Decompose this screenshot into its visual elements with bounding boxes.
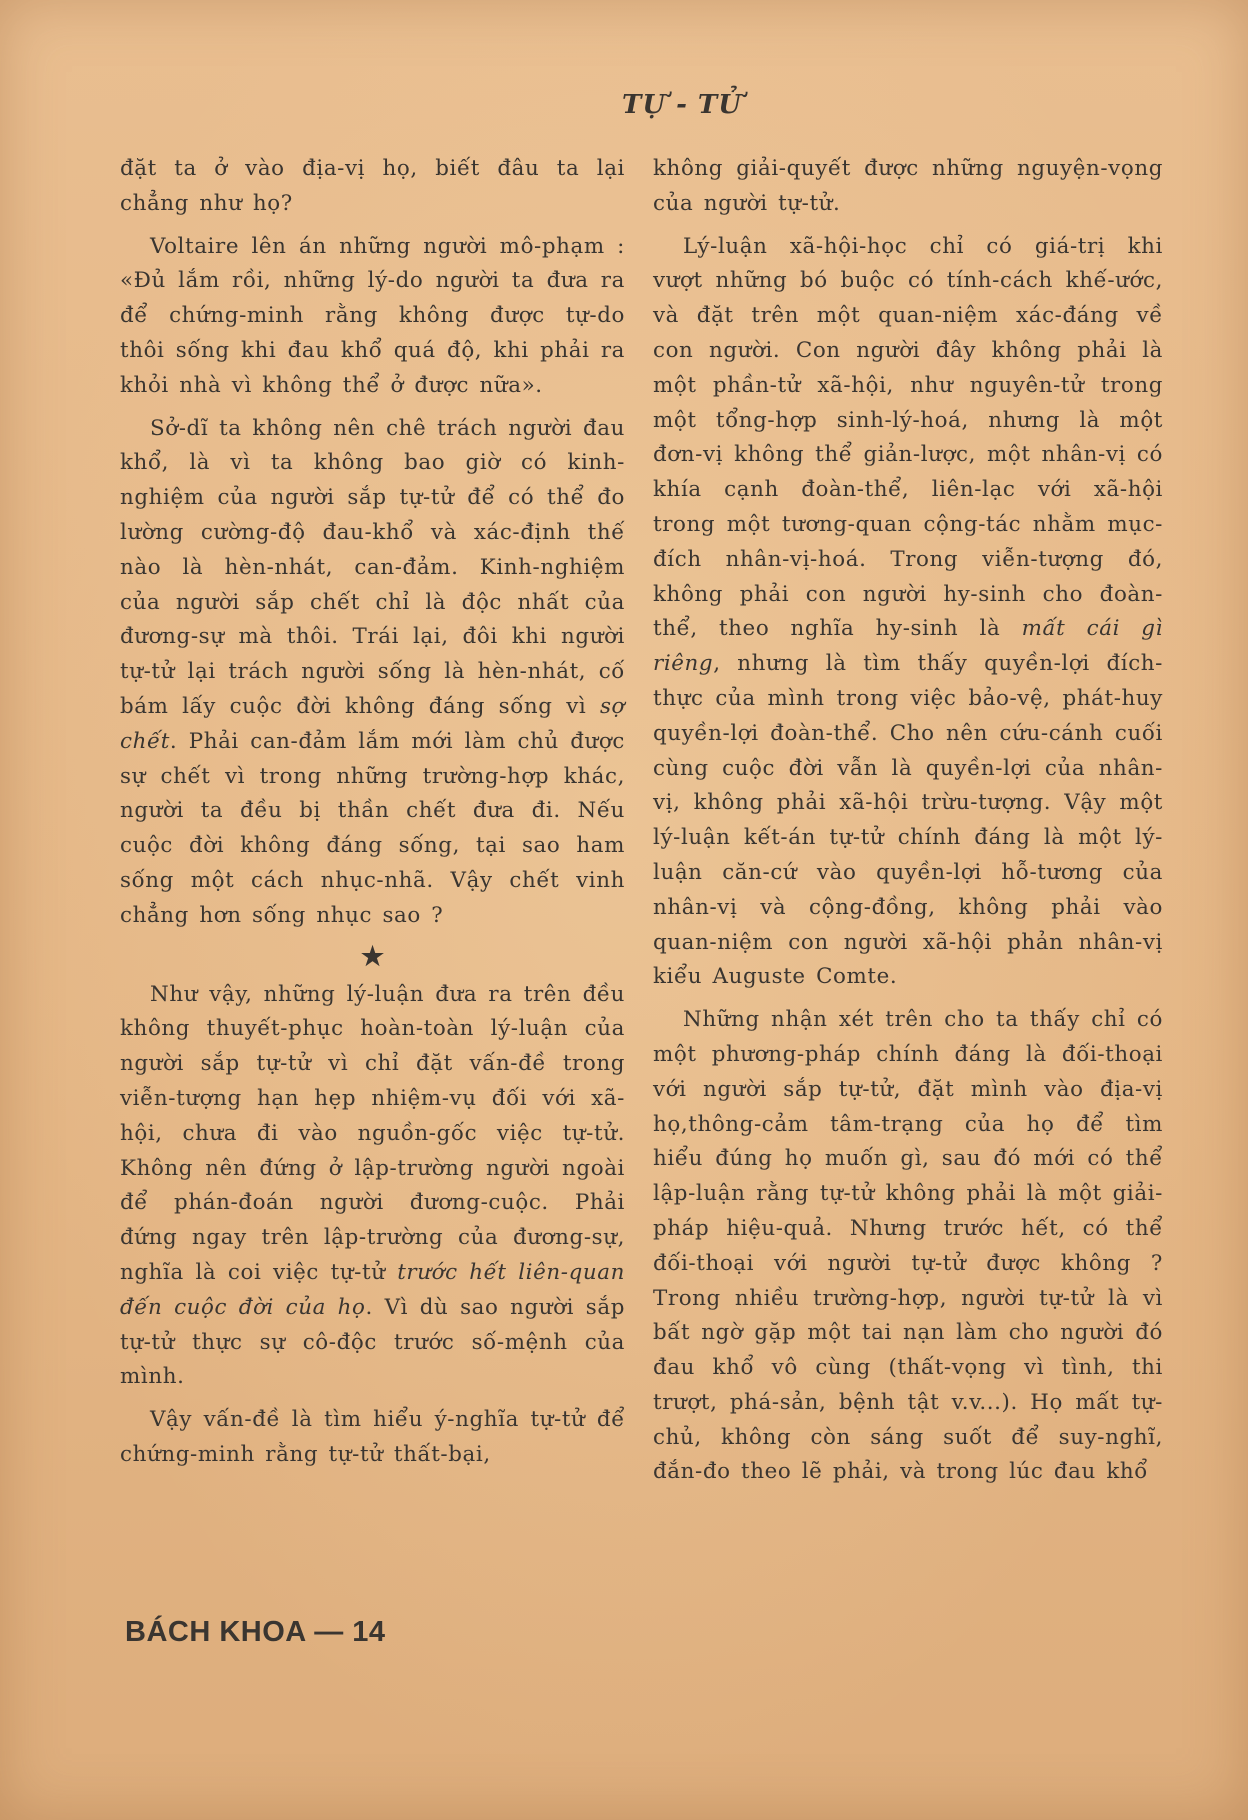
text-run: . Vì dù sao người sắp tự-tử thực sự cô-độc trước số-mệnh của mình. bbox=[120, 1294, 625, 1390]
left-paragraph-meaning: Vậy vấn-đề là tìm hiểu ý-nghĩa tự-tử để chứng-minh rằng tự-tử thất-bại, bbox=[120, 1407, 625, 1467]
right-paragraph-sociology bbox=[653, 230, 1163, 996]
left-paragraph-experience bbox=[120, 412, 625, 934]
running-header bbox=[0, 90, 1248, 130]
text-run: . Phải can-đảm lắm mới làm chủ được sự chết vì trong những trường-hợp khác, người ta đều bị thần chết đưa đi. Nếu cuộc đời không đáng sống, tại sao ham sống một cách nhục-nhã. Vậy chết vinh chẳng hơn sống nhục sao ? bbox=[120, 728, 625, 928]
right-column bbox=[653, 152, 1163, 1498]
right-paragraph-dialogue: Những nhận xét trên cho ta thấy chỉ có một phương-pháp chính đáng là đối-thoại với người sắp tự-tử, đặt mình vào địa-vị họ,thông-cảm tâm-trạng của họ để tìm hiểu đúng họ muốn gì, sau đó mới có thể lập-luận rằng tự-tử không phải là một giải-pháp hiệu-quả. Nhưng trước hết, có thể đối-thoại với người tự-tử được không ? Trong nhiều trường-hợp, người tự-tử là vì bất ngờ gặp một tai nạn làm cho người đó đau khổ vô cùng (thất-vọng vì tình, thi trượt, phá-sản, bệnh tật v.v...). Họ mất tự-chủ, không còn sáng suốt để suy-nghĩ, đắn-đo theo lẽ phải, và trong lúc đau khổ bbox=[653, 1007, 1163, 1485]
text-run: Như vậy, những lý-luận đưa ra trên đều không thuyết-phục hoàn-toàn lý-luận của người sắp tự-tử vì chỉ đặt vấn-đề trong viễn-tượng hạn hẹp nhiệm-vụ đối với xã-hội, chưa đi vào nguồn-gốc việc tự-tử. Không nên đứng ở lập-trường người ngoài để phán-đoán người đương-cuộc. Phải đứng ngay trên lập-trường của đương-sự, nghĩa là coi việc tự-tử bbox=[120, 981, 625, 1285]
section-separator-star: ★ bbox=[360, 941, 385, 972]
right-paragraph-continued: không giải-quyết được những nguyện-vọng của người tự-tử. bbox=[653, 156, 1163, 216]
page-footer-folio: BÁCH KHOA — 14 bbox=[125, 1616, 386, 1648]
emphasis-text: mất cái gì riêng bbox=[653, 616, 1163, 677]
text-run: Sở-dĩ ta không nên chê trách người đau khổ, là vì ta không bao giờ có kinh-nghiệm của người sắp tự-tử để có thể đo lường cường-độ đau-khổ và xác-định thế nào là hèn-nhát, can-đảm. Kinh-nghiệm của người sắp chết chỉ là độc nhất của đương-sự mà thôi. Trái lại, đôi khi người tự-tử lại trách người sống là hèn-nhát, cố bám lấy cuộc đời không đáng sống vì bbox=[120, 415, 625, 719]
text-run: Lý-luận xã-hội-học chỉ có giá-trị khi vượt những bó buộc có tính-cách khế-ước, và đặt trên một quan-niệm xác-đáng về con người. Con người đây không phải là một phần-tử xã-hội, như nguyên-tử trong một tổng-hợp sinh-lý-hoá, nhưng là một đơn-vị không thể giản-lược, một nhân-vị có khía cạnh đoàn-thể, liên-lạc với xã-hội trong một tương-quan cộng-tác nhằm mục-đích nhân-vị-hoá. Trong viễn-tượng đó, không phải con người hy-sinh cho đoàn-thể, theo nghĩa hy-sinh là bbox=[653, 233, 1163, 642]
running-title: TỰ - TỬ bbox=[622, 90, 742, 120]
emphasis-text: trước hết liên-quan đến cuộc đời của họ bbox=[120, 1259, 625, 1320]
emphasis-text: sợ chết bbox=[120, 693, 625, 754]
left-paragraph-arguments bbox=[120, 978, 625, 1396]
left-paragraph-voltaire: Voltaire lên án những người mô-phạm : «Đủ lắm rồi, những lý-do người ta đưa ra để chứng-minh rằng không được tự-do thôi sống khi đau khổ quá độ, khi phải ra khỏi nhà vì không thể ở được nữa». bbox=[120, 233, 625, 398]
left-column bbox=[120, 152, 625, 1481]
left-paragraph-continued: đặt ta ở vào địa-vị họ, biết đâu ta lại chẳng như họ? bbox=[120, 156, 625, 216]
text-run: , nhưng là tìm thấy quyền-lợi đích-thực của mình trong việc bảo-vệ, phát-huy quyền-lợi đoàn-thể. Cho nên cứu-cánh cuối cùng cuộc đời vẫn là quyền-lợi của nhân-vị, không phải xã-hội trừu-tượng. Vậy một lý-luận kết-án tự-tử chính đáng là một lý-luận căn-cứ vào quyền-lợi hỗ-tương của nhân-vị và cộng-đồng, không phải vào quan-niệm con người xã-hội phản nhân-vị kiểu Auguste Comte. bbox=[653, 651, 1163, 990]
